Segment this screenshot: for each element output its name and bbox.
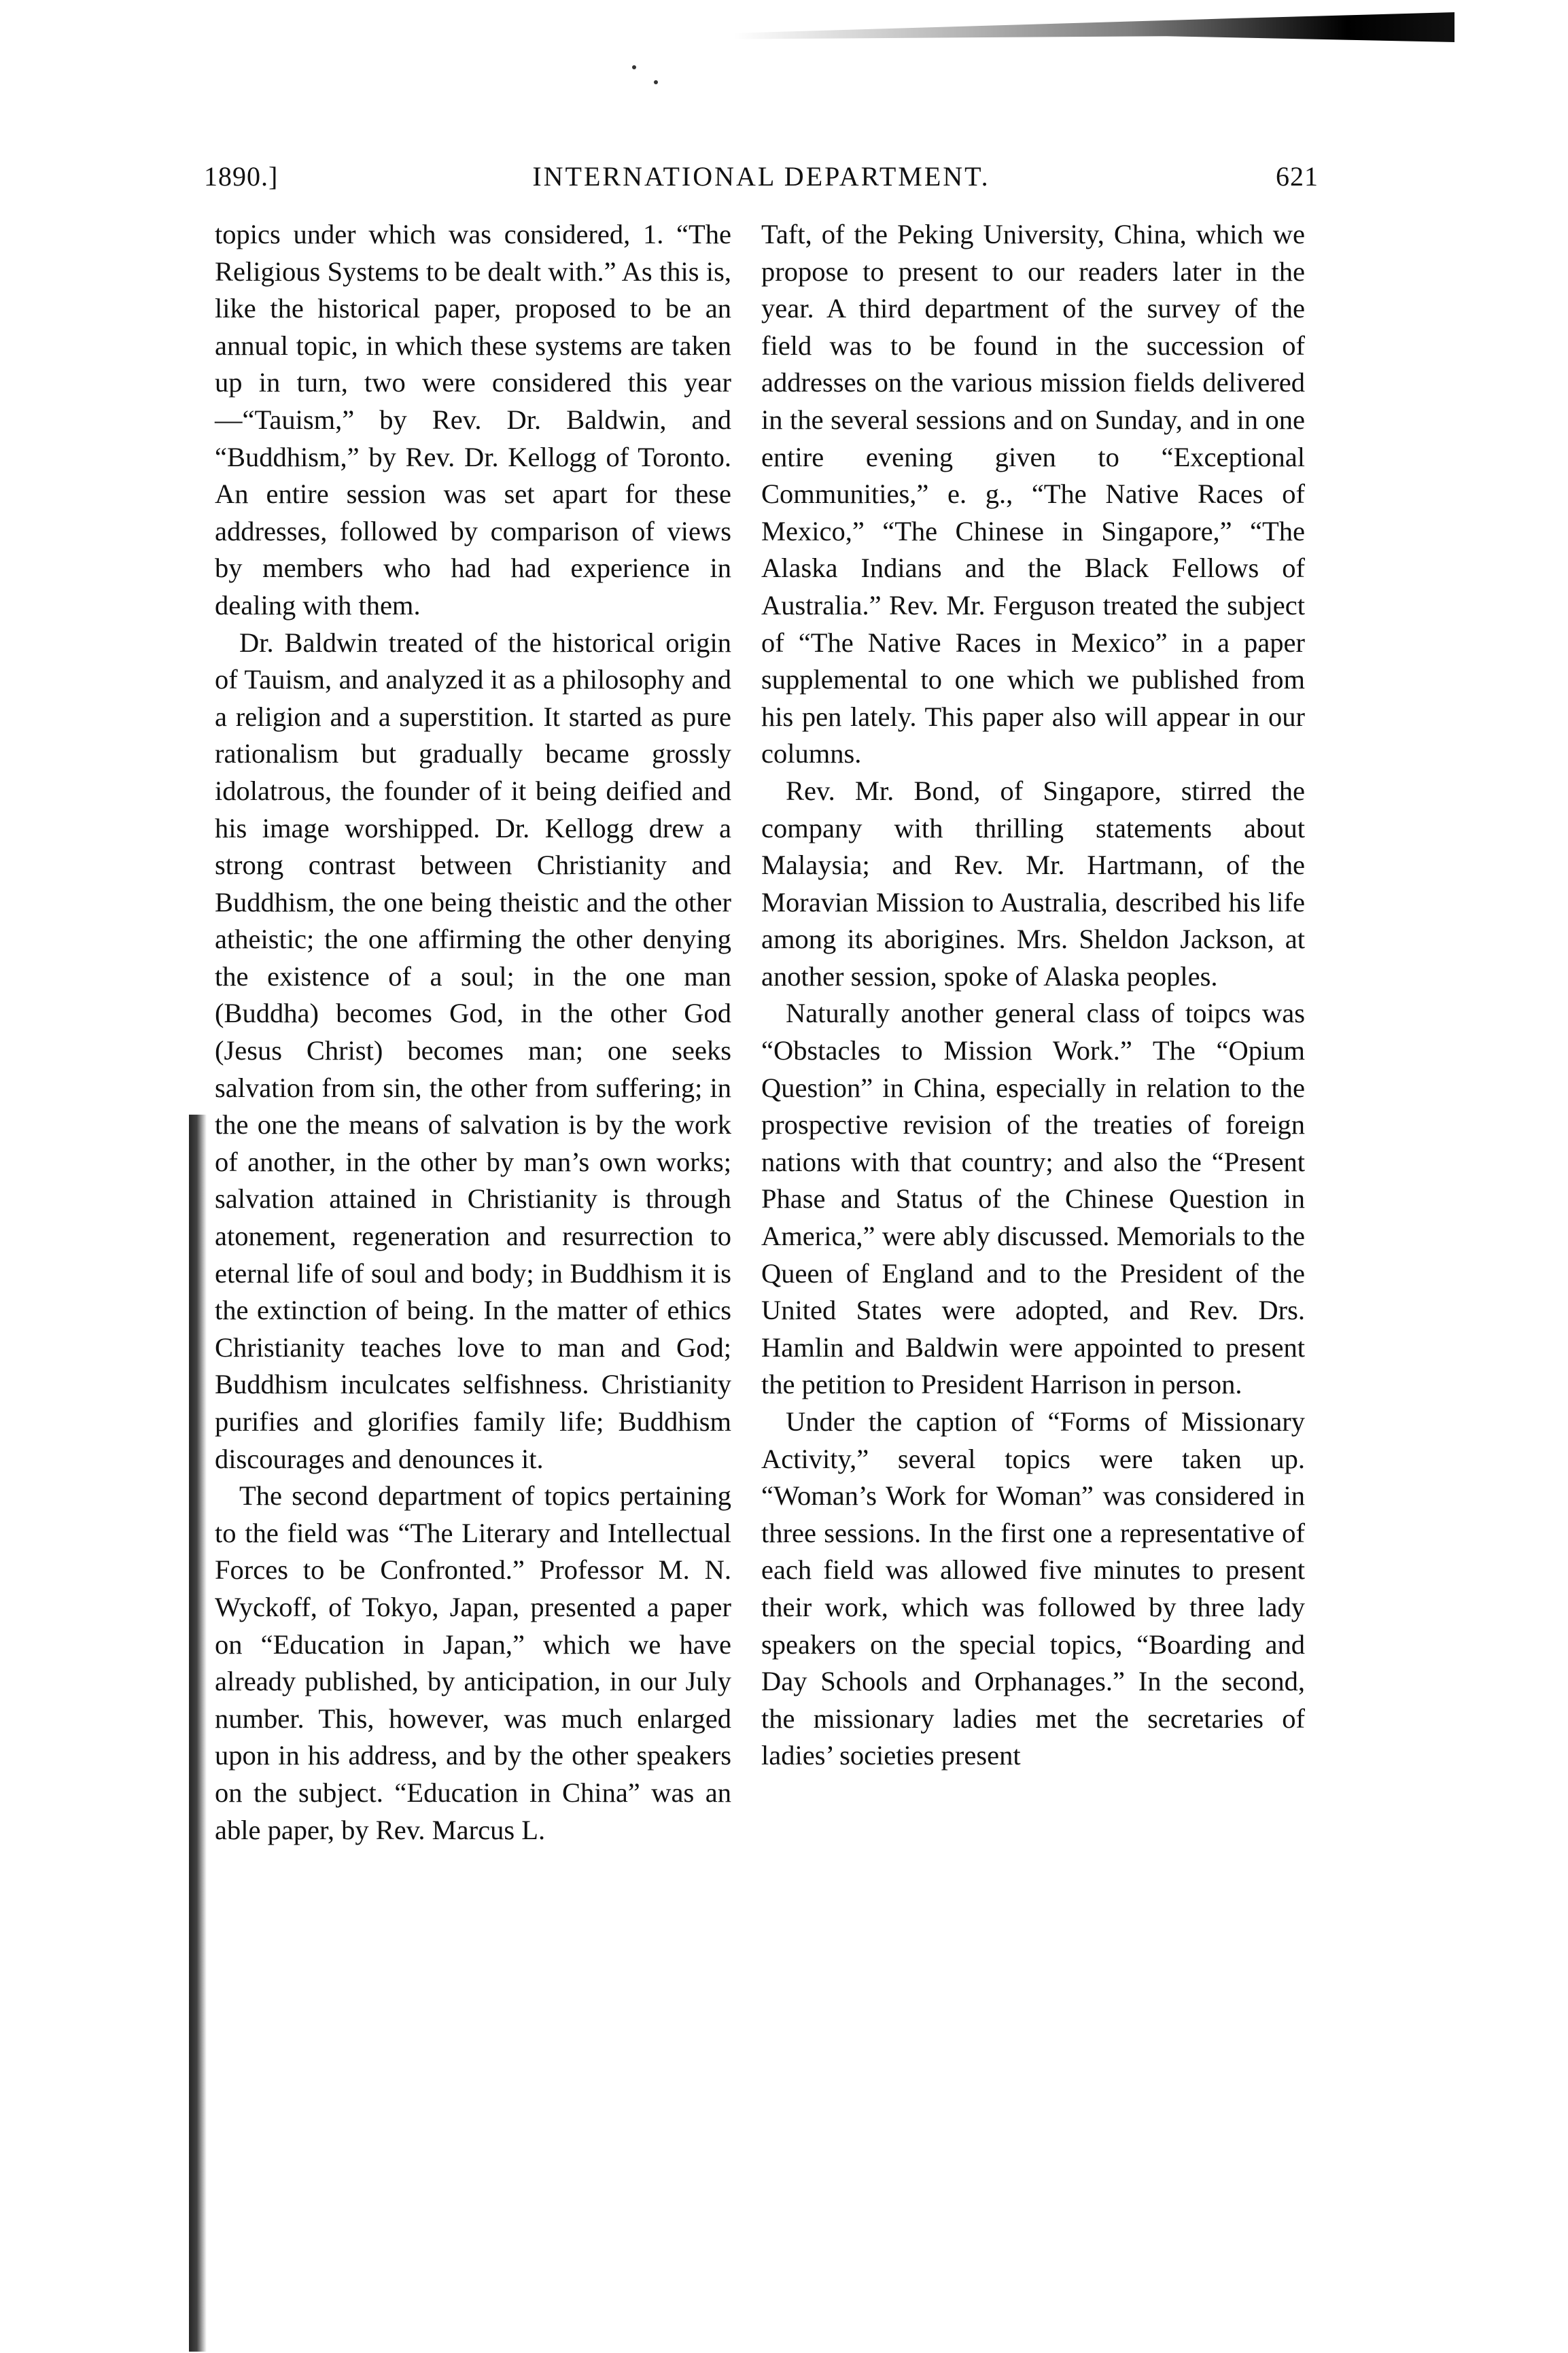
scan-artifact-streak — [734, 12, 1454, 42]
right-paragraph-2: Rev. Mr. Bond, of Singapore, stirred the company with thrilling statements about Malaysia; and Rev. Mr. Hartmann, of the Moravian Mission to Australia, described his life among its aborigines. Mrs. Sheldon Jackson, at another session, spoke of Alaska peoples. — [761, 775, 1305, 992]
running-header — [204, 160, 1319, 201]
right-column — [761, 216, 1305, 1775]
header-year: 1890.] — [204, 161, 279, 192]
page-number: 621 — [1276, 161, 1319, 192]
left-paragraph-3: The second department of topics pertaining to the field was “The Literary and Intellectual Forces to be Confronted.” Professor M. N. Wyckoff, of Tokyo, Japan, presented a paper on “Education in Japan,” which we have already published, by anticipation, in our July number. This, however, was much enlarged upon in his address, and by the other speakers on the subject. “Education in China” was an able paper, by Rev. Marcus L. — [215, 1480, 731, 1845]
scan-speck — [654, 80, 658, 84]
left-column — [215, 216, 731, 1849]
left-paragraph-2: Dr. Baldwin treated of the historical origin of Tauism, and analyzed it as a philosophy and a religion and a superstition. It started as pure rationalism but gradually became grossly idolatrous, the founder of it being deified and his image worshipped. Dr. Kellogg drew a strong contrast between Christianity and Buddhism, the one being theistic and the other atheistic; the one affirming the other denying the existence of a soul; in the one man (Buddha) becomes God, in the other God (Jesus Christ) becomes man; one seeks salvation from sin, the other from suffering; in the one the means of salvation is by the work of another, in the other by man’s own works; salvation attained in Christianity is through atonement, regeneration and resurrection to eternal life of soul and body; in Buddhism it is the extinction of being. In the matter of ethics Christianity teaches love to man and God; Buddhism inculcates selfishness. Christianity purifies and glorifies family life; Buddhism discourages and denounces it. — [215, 627, 731, 1474]
scan-speck — [632, 65, 636, 69]
right-paragraph-3: Naturally another general class of toipcs was “Obstacles to Mission Work.” The “Opium Question” in China, especially in relation to the prospective revision of the treaties of foreign nations with that country; and also the “Present Phase and Status of the Chinese Question in America,” were ably discussed. Memorials to the Queen of England and to the President of the United States were adopted, and Rev. Drs. Hamlin and Baldwin were appointed to present the petition to President Harrison in person. — [761, 998, 1305, 1400]
header-section-title: INTERNATIONAL DEPARTMENT. — [532, 161, 990, 192]
right-paragraph-4: Under the caption of “Forms of Missionary Activity,” several topics were taken up. “Woman’s Work for Woman” was considered in three sessions. In the first one a representative of each field was allowed five minutes to present their work, which was followed by three lady speakers on the special topics, “Boarding and Day Schools and Orphanages.” In the second, the missionary ladies met the secretaries of ladies’ societies present — [761, 1406, 1305, 1771]
right-paragraph-1: Taft, of the Peking University, China, which we propose to present to our readers later in the year. A third department of the survey of the field was to be found in the succession of addresses on the various mission fields delivered in the several sessions and on Sunday, and in one entire evening given to “Exceptional Communities,” e. g., “The Native Races of Mexico,” “The Chinese in Singapore,” “The Alaska Indians and the Black Fellows of Australia.” Rev. Mr. Ferguson treated the subject of “The Native Races in Mexico” in a paper supplemental to one which we published from his pen lately. This paper also will appear in our columns. — [761, 219, 1305, 769]
binding-shadow — [189, 1115, 207, 2352]
left-paragraph-1: topics under which was considered, 1. “The Religious Systems to be dealt with.” As this is, like the historical paper, proposed to be an annual topic, in which these systems are taken up in turn, two were considered this year —“Tauism,” by Rev. Dr. Baldwin, and “Buddhism,” by Rev. Dr. Kellogg of Toronto. An entire session was set apart for these addresses, followed by comparison of views by members who had had experience in dealing with them. — [215, 219, 731, 621]
